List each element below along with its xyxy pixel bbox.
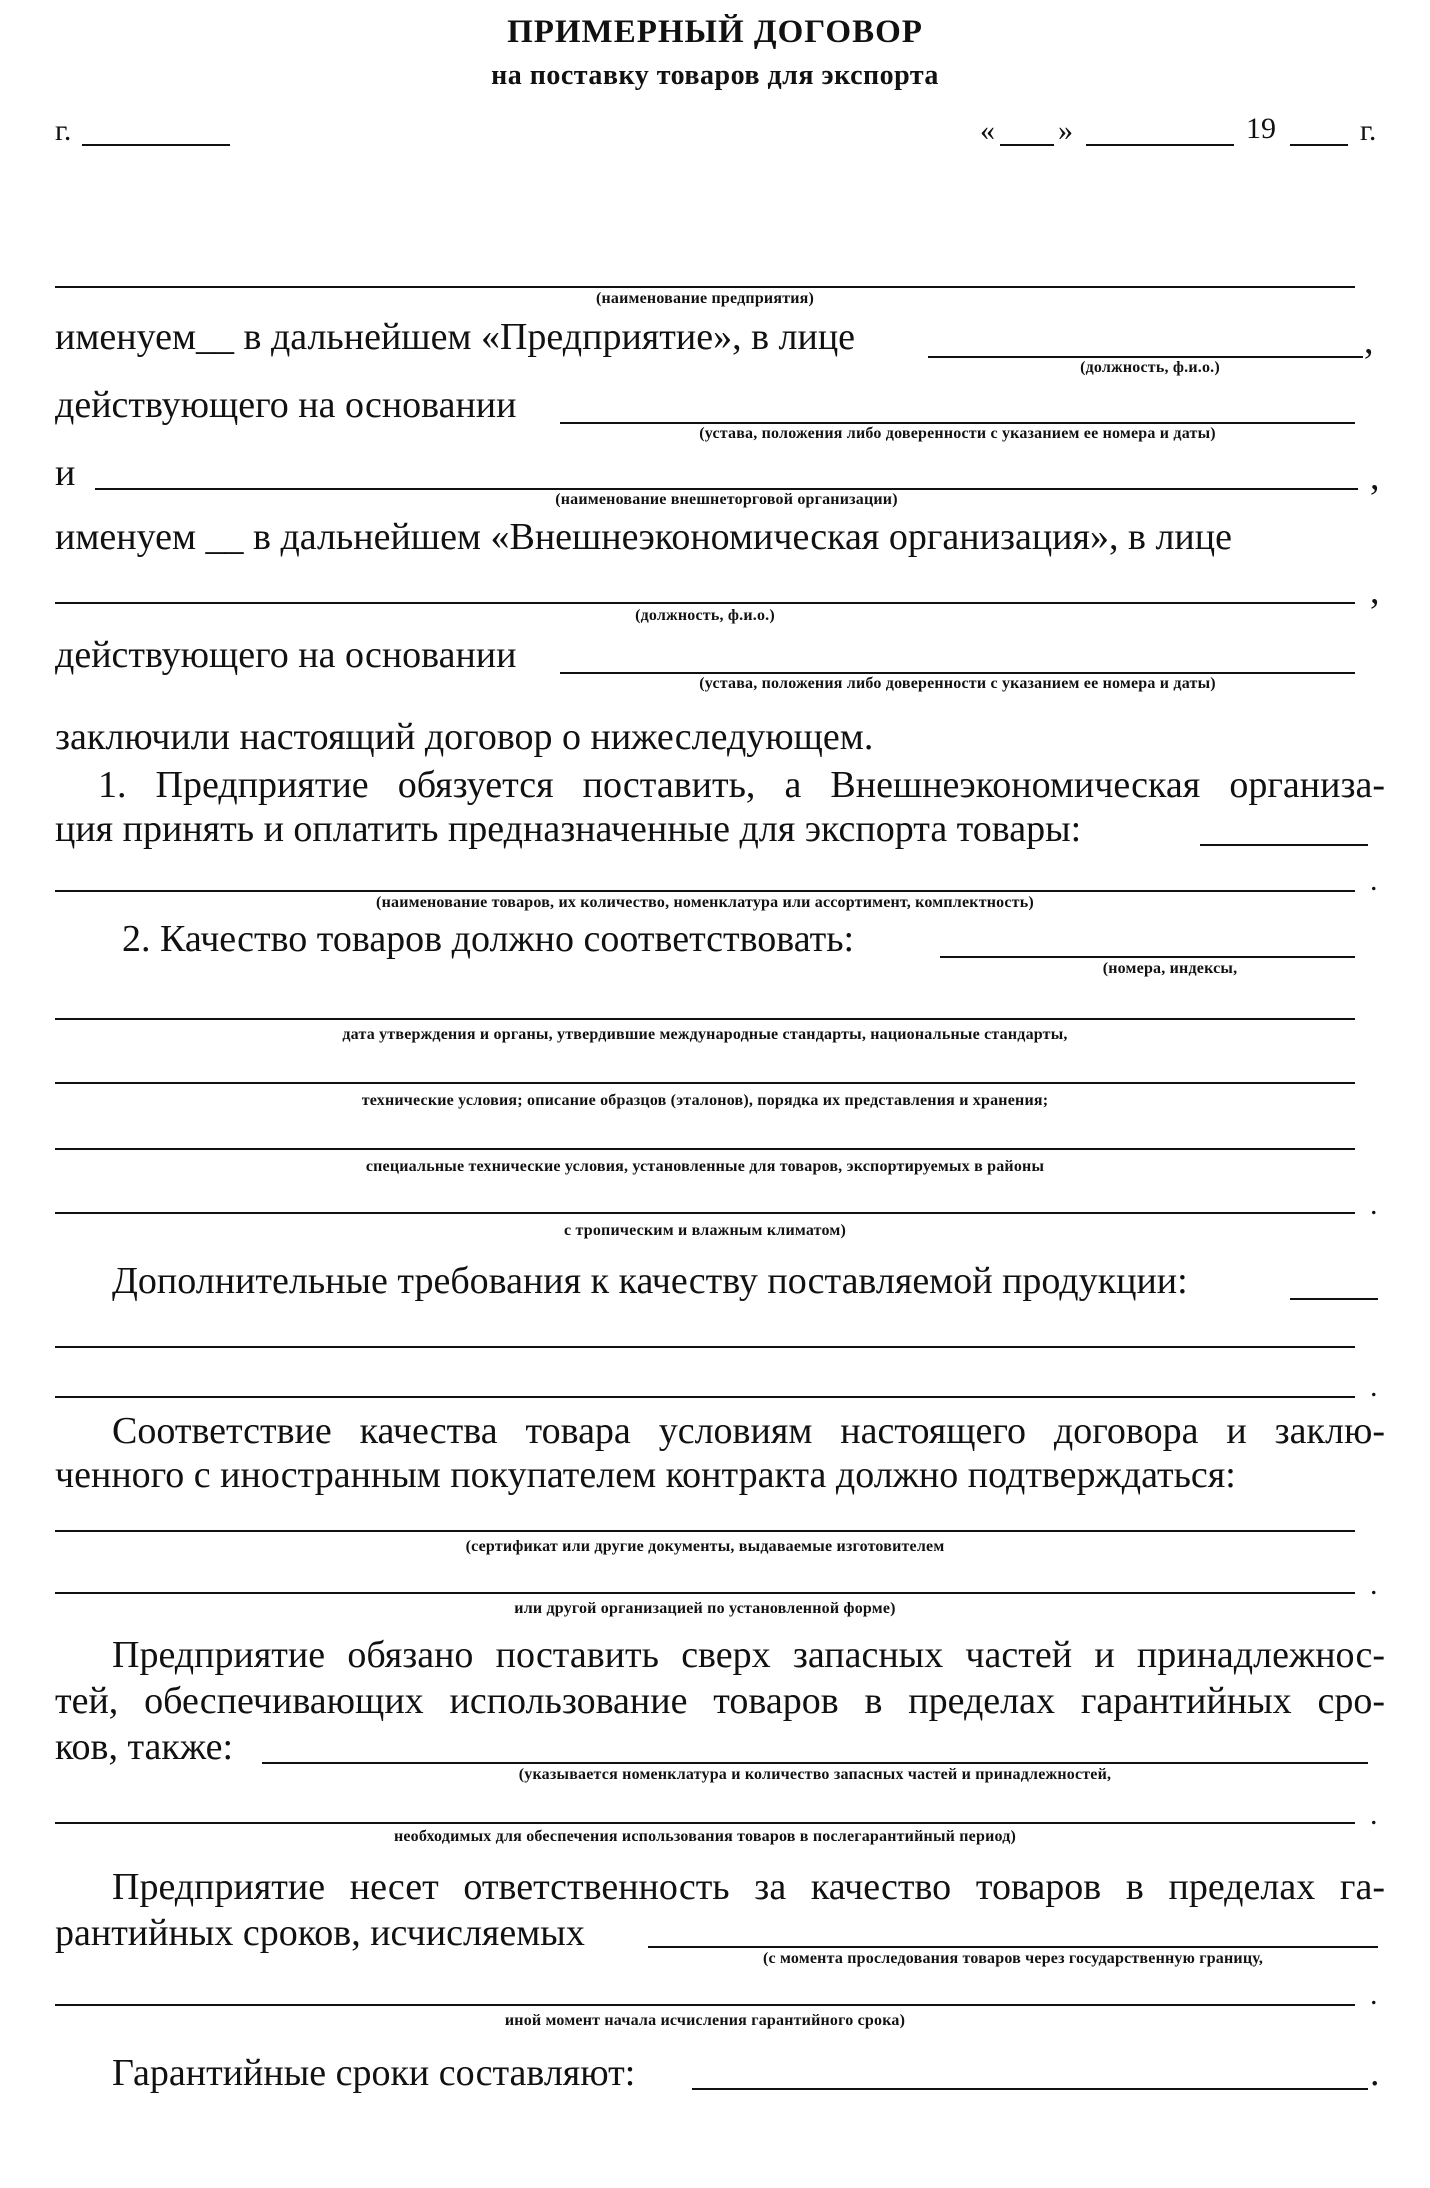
hint-position-name-1: (должность, ф.и.о.) — [1080, 359, 1220, 376]
line-acting-basis-2: действующего на основании — [55, 634, 517, 676]
month-blank-line — [1086, 144, 1234, 146]
conformity-blank-a — [55, 1530, 1355, 1532]
line-named-enterprise: именуем__ в дальнейшем «Предприятие», в лице — [55, 316, 856, 358]
hint-charter-1: (устава, положения либо доверенности с указанием ее номера и даты) — [699, 425, 1216, 442]
liability-line1: Предприятие несет ответственность за качество товаров в пределах га- — [112, 1866, 1385, 1908]
spare-parts-line2: тей, обеспечивающих использование товаров в пределах гарантийных сро- — [55, 1680, 1385, 1722]
period-dot: . — [1370, 1568, 1378, 1601]
extra-quality-blank-b — [55, 1346, 1355, 1348]
hint-enterprise-name: (наименование предприятия) — [595, 290, 815, 307]
liability-hint1: (с момента проследования товаров через государственную границу, — [762, 1950, 1264, 1967]
warranty-period: . — [1370, 2052, 1380, 2094]
comma-3: , — [1370, 570, 1380, 612]
clause1-line2: ция принять и оплатить предназначенные для экспорта товары: — [55, 808, 1082, 850]
year-blank-line — [1290, 144, 1348, 146]
basis-line-1 — [560, 422, 1355, 424]
hint-foreign-org: (наименование внешнеторговой организации) — [555, 491, 898, 508]
clause1-hint: (наименование товаров, их количество, номенклатура или ассортимент, комплектность) — [376, 894, 1034, 911]
line-concluded: заключили настоящий договор о нижеследующем. — [55, 716, 874, 758]
spare-parts-blank-b — [55, 1822, 1355, 1824]
line-acting-basis-1: действующего на основании — [55, 384, 517, 426]
extra-quality-line: Дополнительные требования к качеству поставляемой продукции: — [112, 1260, 1188, 1302]
clause2-line1: 2. Качество товаров должно соответствовать: — [122, 918, 855, 960]
clause1-line1: 1. Предприятие обязуется поставить, а Внешнеэкономическая организа- — [98, 764, 1385, 806]
clause2-standard-line-b — [55, 1018, 1355, 1020]
document-subtitle: на поставку товаров для экспорта — [491, 60, 939, 91]
warranty-line: Гарантийные сроки составляют: — [112, 2052, 636, 2094]
org-representative-line — [55, 602, 1355, 604]
comma-2: , — [1370, 456, 1380, 498]
extra-quality-blank-a — [1290, 1298, 1378, 1300]
period-dot: . — [1370, 1188, 1378, 1221]
date-quote-open: « — [980, 114, 995, 147]
liability-line2: рантийных сроков, исчисляемых — [55, 1912, 585, 1954]
conj-and: и — [55, 452, 76, 494]
clause2-hint4: специальные технические условия, установленные для товаров, экспортируемых в районы — [365, 1158, 1045, 1175]
clause2-hint3: технические условия; описание образцов (эталонов), порядка их представления и хранения; — [361, 1092, 1049, 1109]
clause2-standard-line-e — [55, 1212, 1355, 1214]
conformity-hint2: или другой организацией по установленной форме) — [514, 1600, 896, 1617]
spare-parts-hint2: необходимых для обеспечения использования товаров в послегарантийный период) — [393, 1828, 1017, 1845]
conformity-blank-b — [55, 1592, 1355, 1594]
spare-parts-line3: ков, также: — [55, 1726, 234, 1768]
liability-blank-b — [55, 2004, 1355, 2006]
period-dot: . — [1370, 1370, 1378, 1403]
liability-hint2: иной момент начала исчисления гарантийного срока) — [504, 2012, 906, 2029]
enterprise-representative-line — [928, 356, 1363, 358]
spare-parts-hint1: (указывается номенклатура и количество запасных частей и принадлежностей, — [518, 1766, 1112, 1783]
date-quote-close: » — [1058, 114, 1073, 147]
warranty-blank — [692, 2088, 1368, 2090]
day-blank-line — [1000, 144, 1054, 146]
period-dot: . — [1370, 1798, 1378, 1831]
basis-line-2 — [560, 672, 1355, 674]
year-suffix: г. — [1360, 114, 1377, 147]
foreign-org-line — [95, 488, 1358, 490]
clause2-standard-line-c — [55, 1082, 1355, 1084]
comma-1: , — [1364, 320, 1374, 362]
clause1-goods-line-a — [1200, 844, 1368, 846]
city-blank-line — [82, 144, 230, 146]
clause2-standard-line-d — [55, 1148, 1355, 1150]
hint-charter-2: (устава, положения либо доверенности с указанием ее номера и даты) — [699, 675, 1216, 692]
conformity-line2: ченного с иностранным покупателем контракта должно подтверждаться: — [55, 1454, 1236, 1496]
enterprise-name-line — [55, 286, 1355, 288]
line-named-org: именуем __ в дальнейшем «Внешнеэкономическая организация», в лице — [55, 516, 1232, 558]
clause1-goods-line-b — [55, 890, 1355, 892]
clause2-hint5: с тропическим и влажным климатом) — [563, 1222, 847, 1239]
hint-position-name-2: (должность, ф.и.о.) — [635, 607, 775, 624]
year-prefix: 19 — [1246, 112, 1276, 145]
period-dot: . — [1370, 864, 1378, 897]
document-title: ПРИМЕРНЫЙ ДОГОВОР — [507, 14, 923, 50]
conformity-line1: Соответствие качества товара условиям настоящего договора и заклю- — [112, 1410, 1385, 1452]
clause2-standard-line-a — [940, 956, 1355, 958]
conformity-hint1: (сертификат или другие документы, выдаваемые изготовителем — [465, 1538, 945, 1555]
clause2-hint1: (номера, индексы, — [1102, 960, 1238, 977]
spare-parts-line1: Предприятие обязано поставить сверх запасных частей и принадлежнос- — [112, 1634, 1385, 1676]
liability-blank-a — [648, 1946, 1378, 1948]
period-dot: . — [1370, 1978, 1378, 2011]
city-prefix: г. — [55, 114, 72, 147]
spare-parts-blank-a — [262, 1762, 1368, 1764]
extra-quality-blank-c — [55, 1396, 1355, 1398]
clause2-hint2: дата утверждения и органы, утвердившие международные стандарты, национальные стандарты, — [342, 1026, 1068, 1043]
